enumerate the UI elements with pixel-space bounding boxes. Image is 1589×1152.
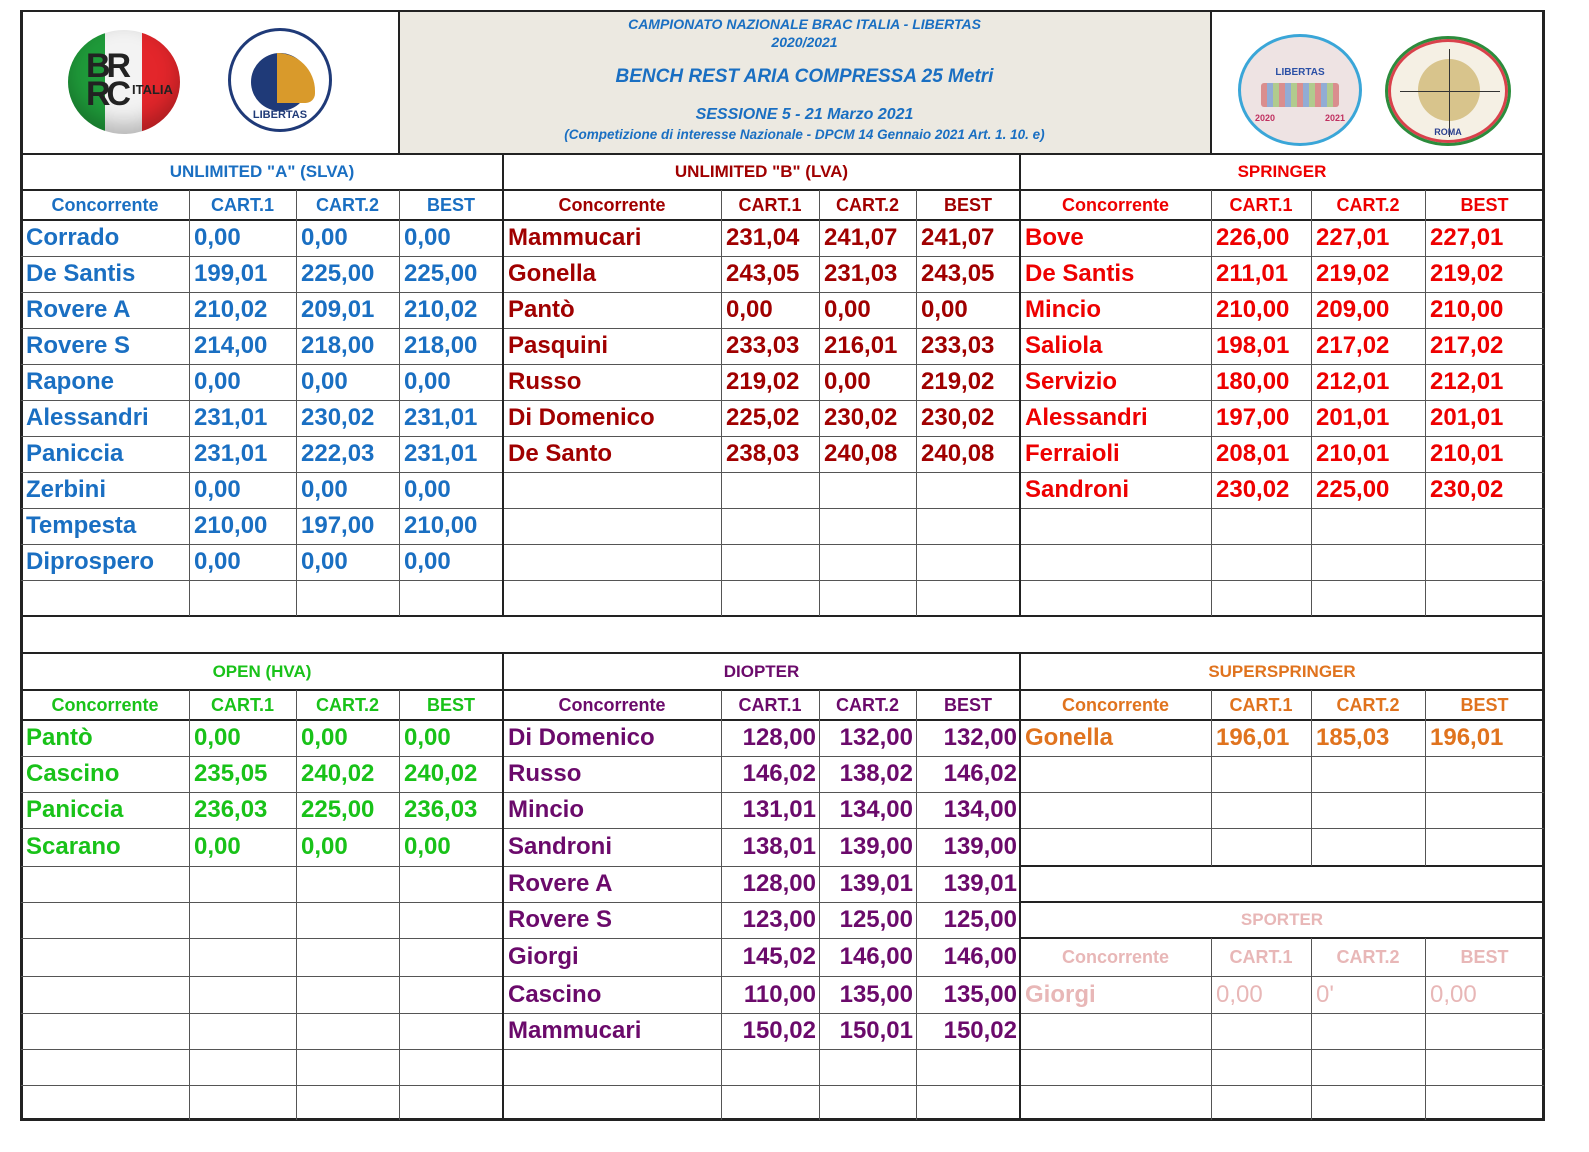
diopter-row-best: 139,00 xyxy=(943,833,1017,860)
header-championship: CAMPIONATO NAZIONALE BRAC ITALIA - LIBERTAS xyxy=(628,16,981,32)
diopter-row-best: 132,00 xyxy=(943,724,1017,751)
diopter-row-best: 146,00 xyxy=(943,943,1017,970)
unlimited-a-row-c1: 231,01 xyxy=(194,440,268,467)
diopter-row-c1: 138,01 xyxy=(742,833,816,860)
unlimited-b-row-name: Pantò xyxy=(508,296,575,323)
unlimited-b-row-best: 241,07 xyxy=(921,224,995,251)
diopter-row-c2: 146,00 xyxy=(839,943,913,970)
unlimited-a-row-name: Alessandri xyxy=(26,404,149,431)
open-row-c2: 0,00 xyxy=(301,833,348,860)
springer-row-c1: 180,00 xyxy=(1216,368,1290,395)
brac-italia-logo: BR RC ITALIA xyxy=(68,30,180,134)
unlimited-a-row-name: Zerbini xyxy=(26,476,107,503)
open-row-name: Paniccia xyxy=(26,796,124,823)
unlimited-a-header-c1: CART.1 xyxy=(210,194,274,215)
open-row-c1: 0,00 xyxy=(194,724,241,751)
springer-row-best: 210,01 xyxy=(1430,440,1504,467)
grid-line xyxy=(398,10,400,154)
diopter-row-name: Russo xyxy=(508,760,582,787)
superspringer-row-c2: 185,03 xyxy=(1316,724,1390,751)
superspringer-header-best: BEST xyxy=(1460,694,1509,715)
springer-row-name: Saliola xyxy=(1025,332,1103,359)
springer-row-name: Alessandri xyxy=(1025,404,1148,431)
diopter-row-c2: 132,00 xyxy=(839,724,913,751)
unlimited-b-row-c2: 241,07 xyxy=(824,224,898,251)
sporter-row-c2: 0' xyxy=(1316,980,1334,1008)
unlimited-a-row-name: Tempesta xyxy=(26,512,137,539)
diopter-row-c1: 145,02 xyxy=(742,943,816,970)
sporter-header-c2: CART.2 xyxy=(1336,946,1400,967)
diopter-row-c2: 135,00 xyxy=(839,980,913,1008)
diopter-row-c1: 146,02 xyxy=(742,760,816,787)
open-row-best: 240,02 xyxy=(404,760,478,787)
diopter-row-name: Cascino xyxy=(508,980,602,1008)
unlimited-b-row-best: 219,02 xyxy=(921,368,995,395)
header-discipline: BENCH REST ARIA COMPRESSA 25 Metri xyxy=(615,66,994,87)
grid-line xyxy=(21,10,1544,12)
unlimited-b-header-c1: CART.1 xyxy=(738,194,802,215)
unlimited-b-row-c2: 230,02 xyxy=(824,404,898,431)
grid-line xyxy=(21,1085,1544,1086)
grid-line xyxy=(21,580,1544,581)
springer-row-c2: 219,02 xyxy=(1316,260,1390,287)
open-row-c2: 0,00 xyxy=(301,724,348,751)
unlimited-a-row-c2: 0,00 xyxy=(301,548,348,575)
springer-row-c2: 212,01 xyxy=(1316,368,1390,395)
diopter-row-name: Rovere A xyxy=(508,870,613,897)
unlimited-b-row-name: De Santo xyxy=(508,440,613,467)
unlimited-a-header-name: Concorrente xyxy=(51,194,159,215)
springer-header-c1: CART.1 xyxy=(1229,194,1293,215)
springer-row-name: Servizio xyxy=(1025,368,1118,395)
diopter-header-c1: CART.1 xyxy=(738,694,802,715)
unlimited-b-row-c1: 225,02 xyxy=(726,404,800,431)
unlimited-b-row-name: Russo xyxy=(508,368,582,395)
grid-line xyxy=(1210,10,1212,154)
diopter-row-best: 139,01 xyxy=(943,870,1017,897)
diopter-row-c1: 128,00 xyxy=(742,724,816,751)
diopter-row-c1: 110,00 xyxy=(743,980,816,1008)
open-row-c1: 0,00 xyxy=(194,833,241,860)
unlimited-a-row-name: Diprospero xyxy=(26,548,155,575)
springer-row-c2: 210,01 xyxy=(1316,440,1390,467)
open-header-c1: CART.1 xyxy=(210,694,274,715)
unlimited-a-row-c2: 0,00 xyxy=(301,368,348,395)
csn-libertas-logo: LIBERTAS xyxy=(228,28,332,132)
header-note: (Competizione di interesse Nazionale - DPCM 14 Gennaio 2021 Art. 1. 10. e) xyxy=(564,127,1045,142)
unlimited-a-row-name: De Santis xyxy=(26,260,136,287)
diopter-header-c2: CART.2 xyxy=(835,694,899,715)
springer-title: SPRINGER xyxy=(1237,162,1327,181)
unlimited-a-row-name: Rapone xyxy=(26,368,115,395)
diopter-row-c1: 123,00 xyxy=(742,906,816,933)
sporter-header-name: Concorrente xyxy=(1061,946,1169,967)
open-row-best: 0,00 xyxy=(404,724,451,751)
unlimited-a-row-c2: 0,00 xyxy=(301,476,348,503)
springer-row-c1: 211,01 xyxy=(1216,260,1289,287)
open-row-c1: 235,05 xyxy=(194,760,268,787)
sporter-row-c1: 0,00 xyxy=(1216,980,1263,1008)
unlimited-a-row-name: Rovere S xyxy=(26,332,131,359)
diopter-row-name: Mammucari xyxy=(508,1017,642,1044)
springer-row-c1: 226,00 xyxy=(1216,224,1290,251)
unlimited-b-header-best: BEST xyxy=(943,194,992,215)
diopter-row-c2: 134,00 xyxy=(839,796,913,823)
sporter-row-best: 0,00 xyxy=(1430,980,1477,1008)
superspringer-title: SUPERSPRINGER xyxy=(1208,661,1356,681)
unlimited-b-row-best: 230,02 xyxy=(921,404,995,431)
unlimited-a-row-c2: 197,00 xyxy=(301,512,375,539)
unlimited-b-row-c2: 240,08 xyxy=(824,440,898,467)
open-row-best: 236,03 xyxy=(404,796,478,823)
sporter-header-c1: CART.1 xyxy=(1229,946,1293,967)
open-title: OPEN (HVA) xyxy=(212,661,312,681)
open-header-name: Concorrente xyxy=(51,694,159,715)
springer-row-c2: 217,02 xyxy=(1316,332,1390,359)
diopter-row-c1: 128,00 xyxy=(742,870,816,897)
unlimited-a-row-c1: 214,00 xyxy=(194,332,268,359)
unlimited-b-title: UNLIMITED "B" (LVA) xyxy=(674,162,849,181)
superspringer-row-c1: 196,01 xyxy=(1216,724,1290,751)
diopter-row-best: 135,00 xyxy=(943,980,1017,1008)
springer-row-name: De Santis xyxy=(1025,260,1135,287)
header-season: 2020/2021 xyxy=(771,34,838,50)
springer-row-best: 217,02 xyxy=(1430,332,1504,359)
unlimited-b-row-c1: 0,00 xyxy=(726,296,773,323)
diopter-row-name: Mincio xyxy=(508,796,584,823)
unlimited-b-row-c1: 238,03 xyxy=(726,440,800,467)
diopter-row-name: Sandroni xyxy=(508,833,613,860)
unlimited-a-row-c1: 210,00 xyxy=(194,512,268,539)
springer-row-name: Mincio xyxy=(1025,296,1101,323)
unlimited-b-header-name: Concorrente xyxy=(558,194,666,215)
unlimited-b-row-name: Gonella xyxy=(508,260,597,287)
unlimited-b-row-best: 243,05 xyxy=(921,260,995,287)
unlimited-a-title: UNLIMITED "A" (SLVA) xyxy=(169,162,355,181)
grid-line xyxy=(21,1049,1544,1050)
springer-row-best: 210,00 xyxy=(1430,296,1504,323)
header-banner xyxy=(398,10,1211,154)
unlimited-a-row-best: 0,00 xyxy=(404,368,451,395)
springer-row-best: 201,01 xyxy=(1430,404,1504,431)
grid-line xyxy=(21,1118,1544,1121)
unlimited-a-row-best: 225,00 xyxy=(404,260,478,287)
diopter-row-best: 125,00 xyxy=(943,906,1017,933)
unlimited-b-row-best: 240,08 xyxy=(921,440,995,467)
open-row-c1: 236,03 xyxy=(194,796,268,823)
unlimited-a-row-c2: 225,00 xyxy=(301,260,375,287)
springer-row-c2: 225,00 xyxy=(1316,476,1390,503)
springer-row-best: 230,02 xyxy=(1430,476,1504,503)
springer-row-c1: 208,01 xyxy=(1216,440,1290,467)
unlimited-b-row-c1: 219,02 xyxy=(726,368,800,395)
unlimited-b-row-best: 0,00 xyxy=(921,296,968,323)
springer-header-name: Concorrente xyxy=(1061,194,1169,215)
unlimited-b-row-c1: 231,04 xyxy=(726,224,800,251)
unlimited-b-row-c1: 243,05 xyxy=(726,260,800,287)
unlimited-a-row-best: 231,01 xyxy=(404,404,478,431)
unlimited-a-row-best: 0,00 xyxy=(404,548,451,575)
diopter-row-name: Di Domenico xyxy=(508,724,655,751)
unlimited-b-header-c2: CART.2 xyxy=(835,194,899,215)
unlimited-b-row-best: 233,03 xyxy=(921,332,995,359)
diopter-row-name: Giorgi xyxy=(508,943,579,970)
unlimited-a-row-best: 0,00 xyxy=(404,224,451,251)
unlimited-b-row-c2: 0,00 xyxy=(824,368,871,395)
unlimited-a-row-best: 210,02 xyxy=(404,296,478,323)
unlimited-a-row-name: Corrado xyxy=(26,224,120,251)
springer-header-best: BEST xyxy=(1460,194,1509,215)
unlimited-b-row-name: Pasquini xyxy=(508,332,609,359)
unlimited-a-row-best: 218,00 xyxy=(404,332,478,359)
unlimited-a-row-name: Paniccia xyxy=(26,440,124,467)
unlimited-b-row-name: Di Domenico xyxy=(508,404,655,431)
superspringer-row-name: Gonella xyxy=(1025,724,1114,751)
unlimited-a-row-c1: 0,00 xyxy=(194,368,241,395)
diopter-row-c2: 139,01 xyxy=(839,870,913,897)
superspringer-header-name: Concorrente xyxy=(1061,694,1169,715)
diopter-row-name: Rovere S xyxy=(508,906,613,933)
sporter-header-best: BEST xyxy=(1460,946,1509,967)
diopter-row-c2: 125,00 xyxy=(839,906,913,933)
springer-row-name: Sandroni xyxy=(1025,476,1130,503)
diopter-row-c2: 139,00 xyxy=(839,833,913,860)
header-session: SESSIONE 5 - 21 Marzo 2021 xyxy=(695,106,914,123)
springer-row-c2: 201,01 xyxy=(1316,404,1390,431)
springer-row-best: 212,01 xyxy=(1430,368,1504,395)
unlimited-a-header-c2: CART.2 xyxy=(315,194,379,215)
springer-row-c1: 197,00 xyxy=(1216,404,1290,431)
unlimited-b-row-c2: 0,00 xyxy=(824,296,871,323)
unlimited-a-row-best: 231,01 xyxy=(404,440,478,467)
open-row-best: 0,00 xyxy=(404,833,451,860)
unlimited-b-row-c2: 231,03 xyxy=(824,260,898,287)
diopter-row-c2: 138,02 xyxy=(839,760,913,787)
diopter-header-name: Concorrente xyxy=(558,694,666,715)
diopter-row-best: 150,02 xyxy=(943,1017,1017,1044)
unlimited-a-row-c2: 230,02 xyxy=(301,404,375,431)
diopter-row-best: 134,00 xyxy=(943,796,1017,823)
unlimited-a-row-c2: 0,00 xyxy=(301,224,348,251)
springer-row-c1: 198,01 xyxy=(1216,332,1290,359)
unlimited-a-row-c1: 199,01 xyxy=(194,260,268,287)
unlimited-a-row-best: 210,00 xyxy=(404,512,478,539)
diopter-title: DIOPTER xyxy=(723,661,800,681)
superspringer-header-c1: CART.1 xyxy=(1229,694,1293,715)
postal-bench-rest-logo: LIBERTAS 2020 2021 xyxy=(1238,34,1362,146)
superspringer-row-best: 196,01 xyxy=(1430,724,1504,751)
sporter-title: SPORTER xyxy=(1240,910,1324,929)
brac-ers-team-logo: ROMA xyxy=(1385,36,1511,146)
springer-row-c1: 230,02 xyxy=(1216,476,1290,503)
open-row-name: Cascino xyxy=(26,760,120,787)
unlimited-a-row-c1: 210,02 xyxy=(194,296,268,323)
grid-line xyxy=(1020,865,1544,867)
superspringer-header-c2: CART.2 xyxy=(1336,694,1400,715)
unlimited-a-row-name: Rovere A xyxy=(26,296,131,323)
springer-row-c2: 227,01 xyxy=(1316,224,1390,251)
unlimited-b-row-c1: 233,03 xyxy=(726,332,800,359)
springer-header-c2: CART.2 xyxy=(1336,194,1400,215)
open-row-c2: 225,00 xyxy=(301,796,375,823)
springer-row-best: 219,02 xyxy=(1430,260,1504,287)
springer-row-name: Ferraioli xyxy=(1025,440,1120,467)
springer-row-best: 227,01 xyxy=(1430,224,1504,251)
diopter-row-best: 146,02 xyxy=(943,760,1017,787)
unlimited-a-row-c1: 0,00 xyxy=(194,548,241,575)
diopter-row-c1: 131,01 xyxy=(742,796,816,823)
unlimited-a-row-c2: 222,03 xyxy=(301,440,375,467)
unlimited-a-row-c2: 218,00 xyxy=(301,332,375,359)
diopter-header-best: BEST xyxy=(943,694,992,715)
unlimited-a-row-c1: 0,00 xyxy=(194,224,241,251)
unlimited-b-row-name: Mammucari xyxy=(508,224,642,251)
springer-row-c2: 209,00 xyxy=(1316,296,1390,323)
open-header-best: BEST xyxy=(426,694,475,715)
grid-line xyxy=(21,615,1544,617)
diopter-row-c1: 150,02 xyxy=(742,1017,816,1044)
sporter-row-name: Giorgi xyxy=(1025,980,1096,1008)
unlimited-b-row-c2: 216,01 xyxy=(824,332,898,359)
open-header-c2: CART.2 xyxy=(315,694,379,715)
open-row-name: Scarano xyxy=(26,833,121,860)
unlimited-a-row-c1: 231,01 xyxy=(194,404,268,431)
springer-row-c1: 210,00 xyxy=(1216,296,1290,323)
diopter-row-c2: 150,01 xyxy=(839,1017,913,1044)
springer-row-name: Bove xyxy=(1025,224,1084,251)
unlimited-a-row-c2: 209,01 xyxy=(301,296,375,323)
unlimited-a-row-c1: 0,00 xyxy=(194,476,241,503)
open-row-name: Pantò xyxy=(26,724,93,751)
unlimited-a-header-best: BEST xyxy=(426,194,475,215)
open-row-c2: 240,02 xyxy=(301,760,375,787)
unlimited-a-row-best: 0,00 xyxy=(404,476,451,503)
